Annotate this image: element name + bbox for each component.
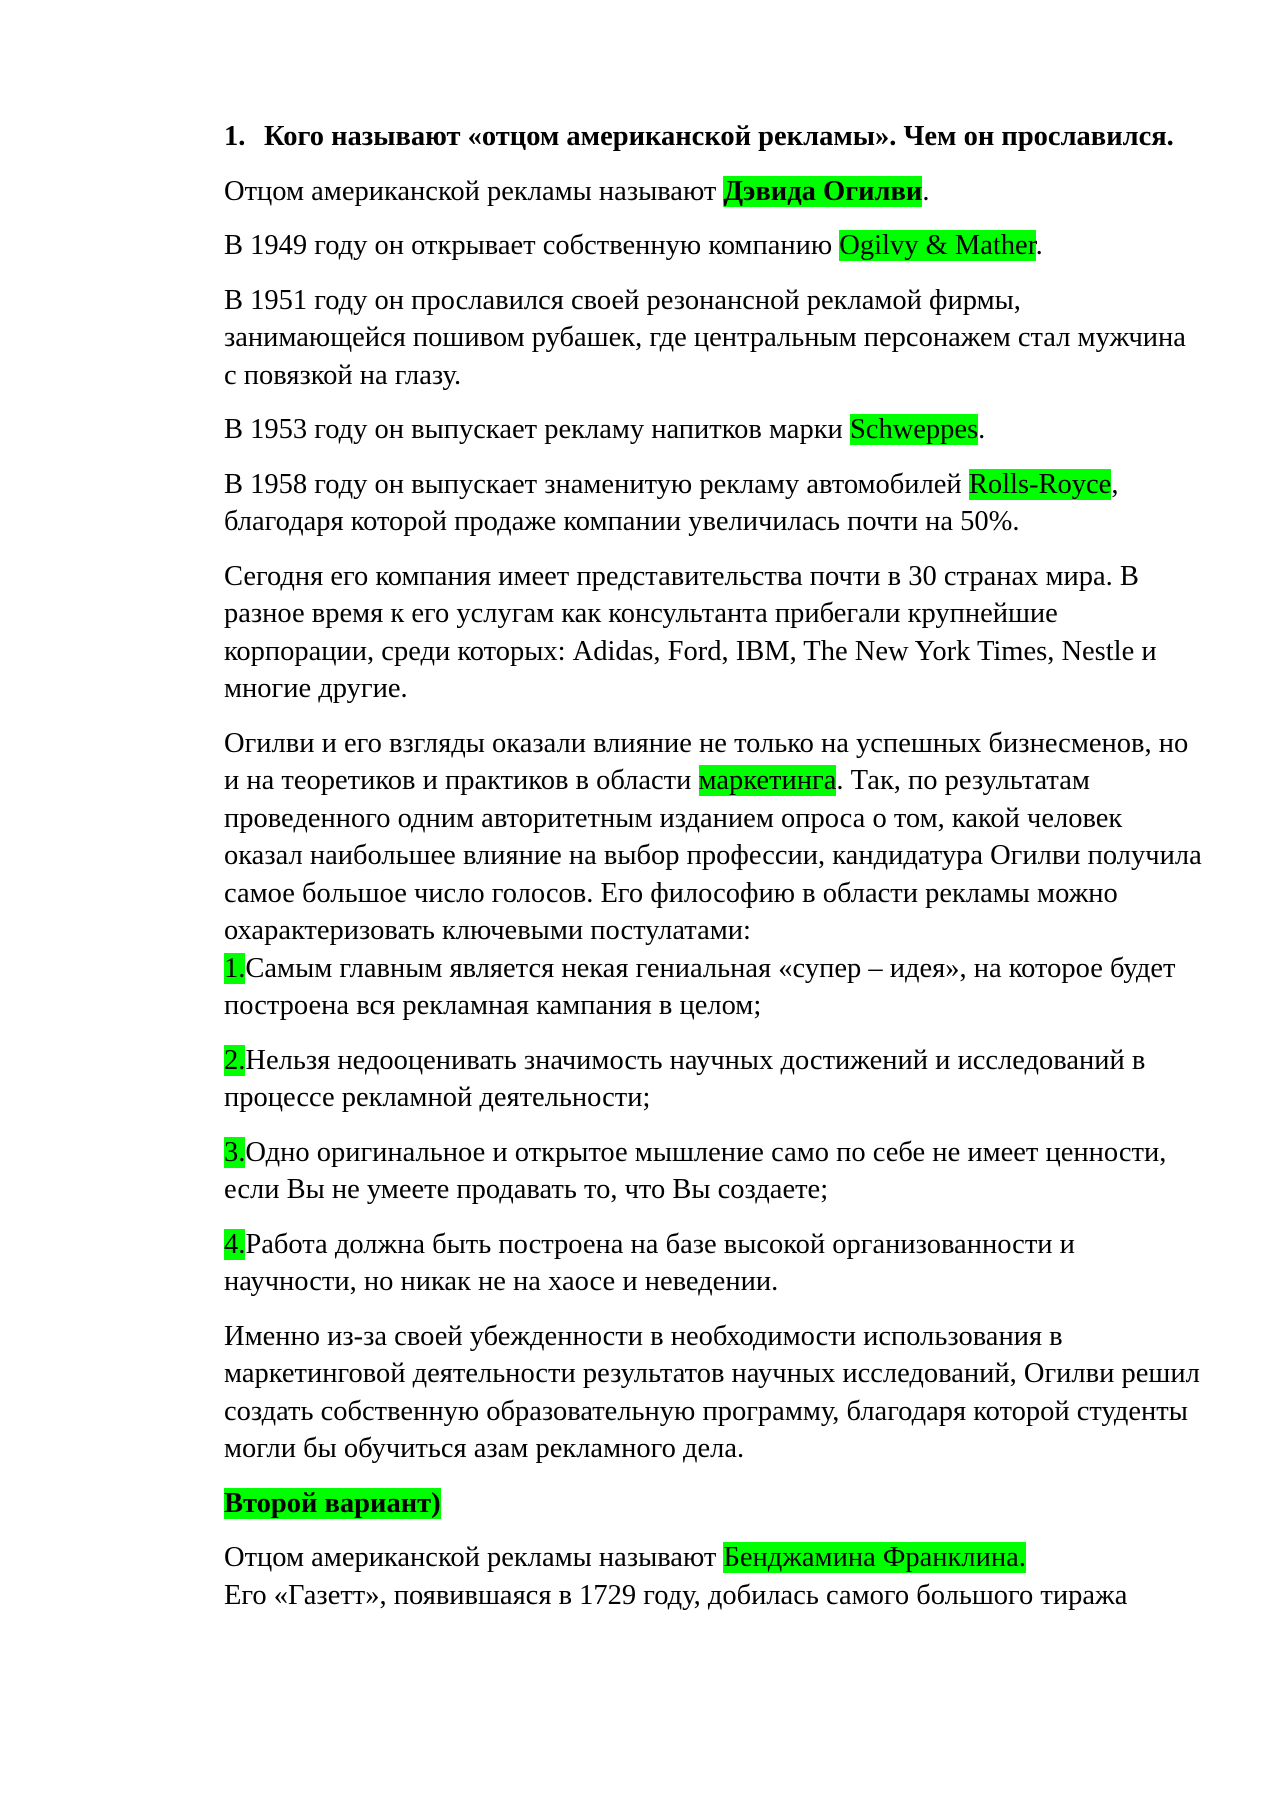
paragraph-influence: Огилви и его взгляды оказали влияние не только на успешных бизнесменов, но и на теоретиков и практиков в области маркетинга. Так, по результатам проведенного одним авторитетным изданием опроса о том, какой человек оказал наибольшее влияние на выбор профессии, кандидатура Огилви получила самое большое число голосов. Его философию в области рекламы можно охарактеризовать ключевыми постулатами:	[224, 727, 1202, 946]
document-page	[224, 118, 1204, 1631]
paragraph-1949: В 1949 году он открывает собственную компанию Ogilvy & Mather.	[224, 230, 1043, 261]
postulate-item	[224, 950, 1204, 1025]
paragraph-1951: В 1951 году он прославился своей резонансной рекламой фирмы, занимающейся пошивом рубашек, где центральным персонажем стал мужчина с повязкой на глазу.	[224, 284, 1186, 391]
heading-text: Кого называют «отцом американской рекламы». Чем он прославился.	[264, 121, 1174, 152]
postulate-item	[224, 1134, 1204, 1209]
postulate-number: 1.	[224, 952, 246, 984]
heading-number: 1.	[224, 121, 246, 152]
highlight-ogilvy: Дэвида Огилви	[723, 175, 923, 207]
postulate-text: Самым главным является некая гениальная «супер – идея», на которое будет построена вся рекламная кампания в целом;	[224, 952, 1176, 1021]
paragraph-1958: В 1958 году он выпускает знаменитую рекламу автомобилей Rolls-Royce, благодаря которой продаже компании увеличилась почти на 50%.	[224, 468, 1119, 537]
postulate-item	[224, 1226, 1204, 1301]
highlight-schweppes: Schweppes	[849, 414, 979, 445]
postulate-number: 3.	[224, 1136, 246, 1168]
postulate-number: 2.	[224, 1044, 246, 1076]
paragraph-gazette: Его «Газетт», появившаяся в 1729 году, добилась самого большого тиража	[224, 1579, 1128, 1611]
highlight-rolls-royce: Rolls-Royce	[968, 468, 1112, 500]
postulate-item	[224, 1042, 1204, 1117]
paragraph-ogilvy-name: Отцом американской рекламы называют Дэвида Огилви.	[224, 175, 930, 207]
second-variant-heading	[224, 1485, 1204, 1523]
paragraph-franklin: Отцом американской рекламы называют Бенджамина Франклина.	[224, 1542, 1026, 1573]
postulate-text: Нельзя недооценивать значимость научных достижений и исследований в процессе рекламной деятельности;	[224, 1044, 1146, 1113]
paragraph-today: Сегодня его компания имеет представительства почти в 30 странах мира. В разное время к его услугам как консультанта прибегали крупнейшие корпорации, среди которых: Adidas, Ford, IBM, The New York Times, Nestle и многие другие.	[224, 560, 1157, 704]
highlight-ogilvy-mather: Ogilvy & Mather	[839, 230, 1036, 261]
postulate-text: Одно оригинальное и открытое мышление само по себе не имеет ценности, если Вы не умеете продавать то, что Вы создаете;	[224, 1136, 1167, 1205]
paragraph-education: Именно из-за своей убежденности в необходимости использования в маркетинговой деятельности результатов научных исследований, Огилви решил создать собственную образовательную программу, благодаря которой студенты могли бы обучиться азам рекламного дела.	[224, 1320, 1200, 1464]
highlight-marketing: маркетинга	[698, 765, 837, 796]
postulate-number: 4.	[224, 1228, 246, 1260]
paragraph-1953: В 1953 году он выпускает рекламу напитков марки Schweppes.	[224, 414, 986, 445]
question-heading	[224, 118, 1204, 156]
highlight-franklin: Бенджамина Франклина.	[723, 1542, 1026, 1573]
postulate-text: Работа должна быть построена на базе высокой организованности и научности, но никак не на хаосе и неведении.	[224, 1228, 1075, 1297]
second-variant-label: Второй вариант)	[224, 1487, 441, 1519]
